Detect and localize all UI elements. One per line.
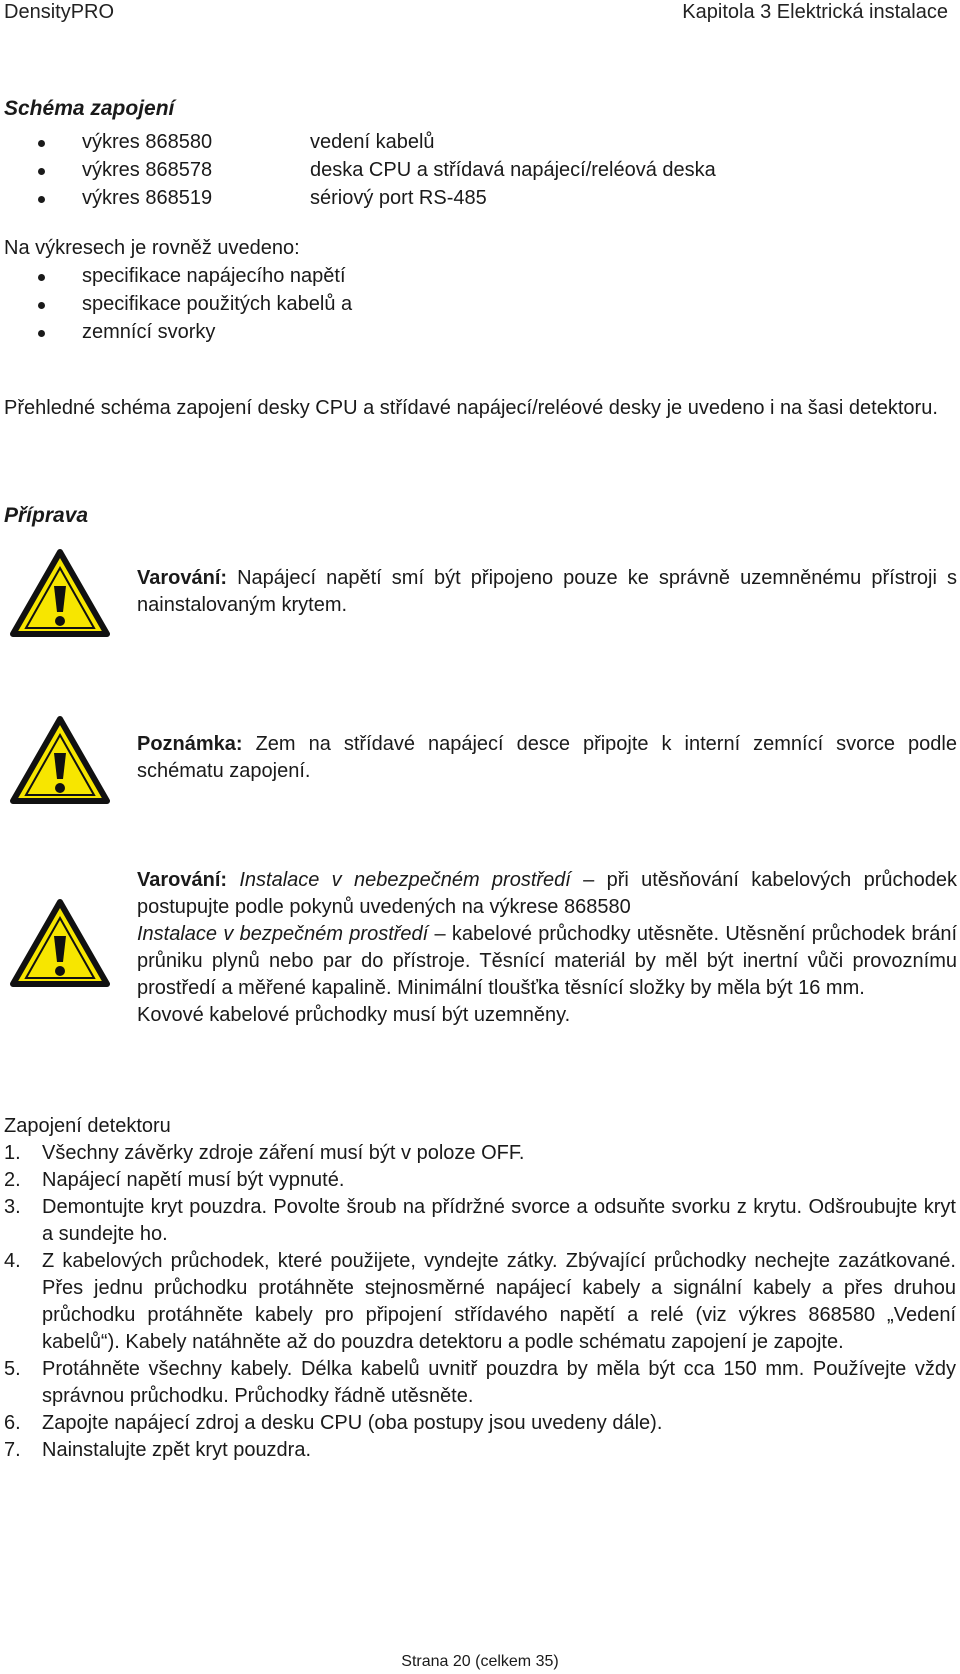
step-text: Napájecí napětí musí být vypnuté. <box>42 1169 345 1191</box>
list-item <box>0 184 487 212</box>
note-label: Poznámka: <box>137 733 243 755</box>
step-number: 7. <box>4 1439 21 1461</box>
schema-heading: Schéma zapojení <box>4 97 175 120</box>
list-item-text: specifikace napájecího napětí <box>82 265 346 287</box>
priprava-heading: Příprava <box>4 504 89 527</box>
warning-triangle-icon <box>10 715 110 805</box>
bullet-icon <box>38 274 45 281</box>
hazardous-title: Instalace v nebezpečném prostředí <box>239 869 571 891</box>
warning-2-text <box>137 867 957 1029</box>
hazardous-text: – při utěsňování kabelových průchodek postupujte podle pokynů uvedených na výkrese 868580 <box>137 869 957 918</box>
step-text: Protáhněte všechny kabely. Délka kabelů uvnitř pouzdra by měla být cca 150 mm. Používejte vždy správnou průchodku. Průchodky řádně utěsněte. <box>42 1358 956 1407</box>
list-item <box>0 262 352 290</box>
list-item <box>4 1248 956 1356</box>
step-text: Nainstalujte zpět kryt pouzdra. <box>42 1439 312 1461</box>
warning-triangle-icon <box>10 548 110 638</box>
list-item <box>0 318 352 346</box>
also-list <box>0 262 352 346</box>
step-number: 4. <box>4 1250 21 1272</box>
overview-paragraph: Přehledné schéma zapojení desky CPU a střídavé napájecí/reléové desky je uvedeno i na šasi detektoru. <box>4 397 938 419</box>
metal-glands-text: Kovové kabelové průchodky musí být uzemněny. <box>137 1004 571 1026</box>
bullet-icon <box>38 302 45 309</box>
bullet-icon <box>38 168 45 175</box>
safe-text: – kabelové průchodky utěsněte. Utěsnění průchodek brání průniku plynů nebo par do přístroje. Těsnící materiál by měl být inertní vůči provoznímu prostředí a měřené kapalině. Minimální tloušťka těsnící složky by měla být 16 mm. <box>137 923 958 999</box>
bullet-icon <box>38 140 45 147</box>
also-intro: Na výkresech je rovněž uvedeno: <box>4 237 300 259</box>
list-item <box>4 1437 956 1464</box>
bullet-icon <box>38 196 45 203</box>
step-text: Z kabelových průchodek, které použijete, vyndejte zátky. Zbývající průchodky nechejte zazátkované. Přes jednu průchodku protáhněte stejnosměrné napájecí kabely a signální kabely a přes druhou průchodku protáhněte kabely pro připojení střídavého napětí a relé (viz výkres 868580 „Vedení kabelů“). Kabely natáhněte až do pouzdra detektoru a podle schématu zapojení je zapojte. <box>42 1250 956 1353</box>
zapojeni-heading: Zapojení detektoru <box>4 1115 171 1137</box>
steps-list <box>4 1140 956 1464</box>
list-item <box>4 1140 956 1167</box>
header-chapter: Kapitola 3 Elektrická instalace <box>682 1 948 23</box>
header-title: DensityPRO <box>4 1 115 23</box>
drawings-list <box>0 128 716 212</box>
step-number: 2. <box>4 1169 21 1191</box>
drawing-number: výkres 868580 <box>82 131 213 153</box>
drawing-number: výkres 868519 <box>82 187 213 209</box>
list-item <box>0 156 716 184</box>
step-number: 1. <box>4 1142 21 1164</box>
drawing-number: výkres 868578 <box>82 159 213 181</box>
list-item <box>4 1194 956 1248</box>
step-text: Demontujte kryt pouzdra. Povolte šroub na přídržné svorce a odsuňte svorku z krytu. Odšroubujte kryt a sundejte ho. <box>42 1196 956 1245</box>
step-text: Zapojte napájecí zdroj a desku CPU (oba postupy jsou uvedeny dále). <box>42 1412 663 1434</box>
step-text: Všechny závěrky zdroje záření musí být v poloze OFF. <box>42 1142 525 1164</box>
bullet-icon <box>38 330 45 337</box>
drawing-description: vedení kabelů <box>310 131 435 153</box>
drawing-description: deska CPU a střídavá napájecí/reléová deska <box>310 159 716 181</box>
list-item <box>4 1167 956 1194</box>
list-item <box>4 1356 956 1410</box>
step-number: 3. <box>4 1196 21 1218</box>
step-number: 6. <box>4 1412 21 1434</box>
warning-1-text <box>137 565 957 619</box>
warning-label: Varování: <box>137 567 228 589</box>
note-text <box>137 731 957 785</box>
list-item-text: specifikace použitých kabelů a <box>82 293 353 315</box>
list-item-text: zemnící svorky <box>82 321 216 343</box>
list-item <box>4 1410 956 1437</box>
list-item <box>0 290 352 318</box>
page-footer: Strana 20 (celkem 35) <box>401 1653 559 1670</box>
note-body: Zem na střídavé napájecí desce připojte k interní zemnící svorce podle schématu zapojení. <box>137 733 957 782</box>
list-item <box>0 128 435 156</box>
step-number: 5. <box>4 1358 21 1380</box>
warning-triangle-icon <box>10 898 110 988</box>
safe-title: Instalace v bezpečném prostředí <box>137 923 429 945</box>
drawing-description: sériový port RS-485 <box>310 187 487 209</box>
warning-label: Varování: <box>137 869 228 891</box>
warning-body: Napájecí napětí smí být připojeno pouze ke správně uzemněnému přístroji s nainstalovaným krytem. <box>137 567 957 616</box>
